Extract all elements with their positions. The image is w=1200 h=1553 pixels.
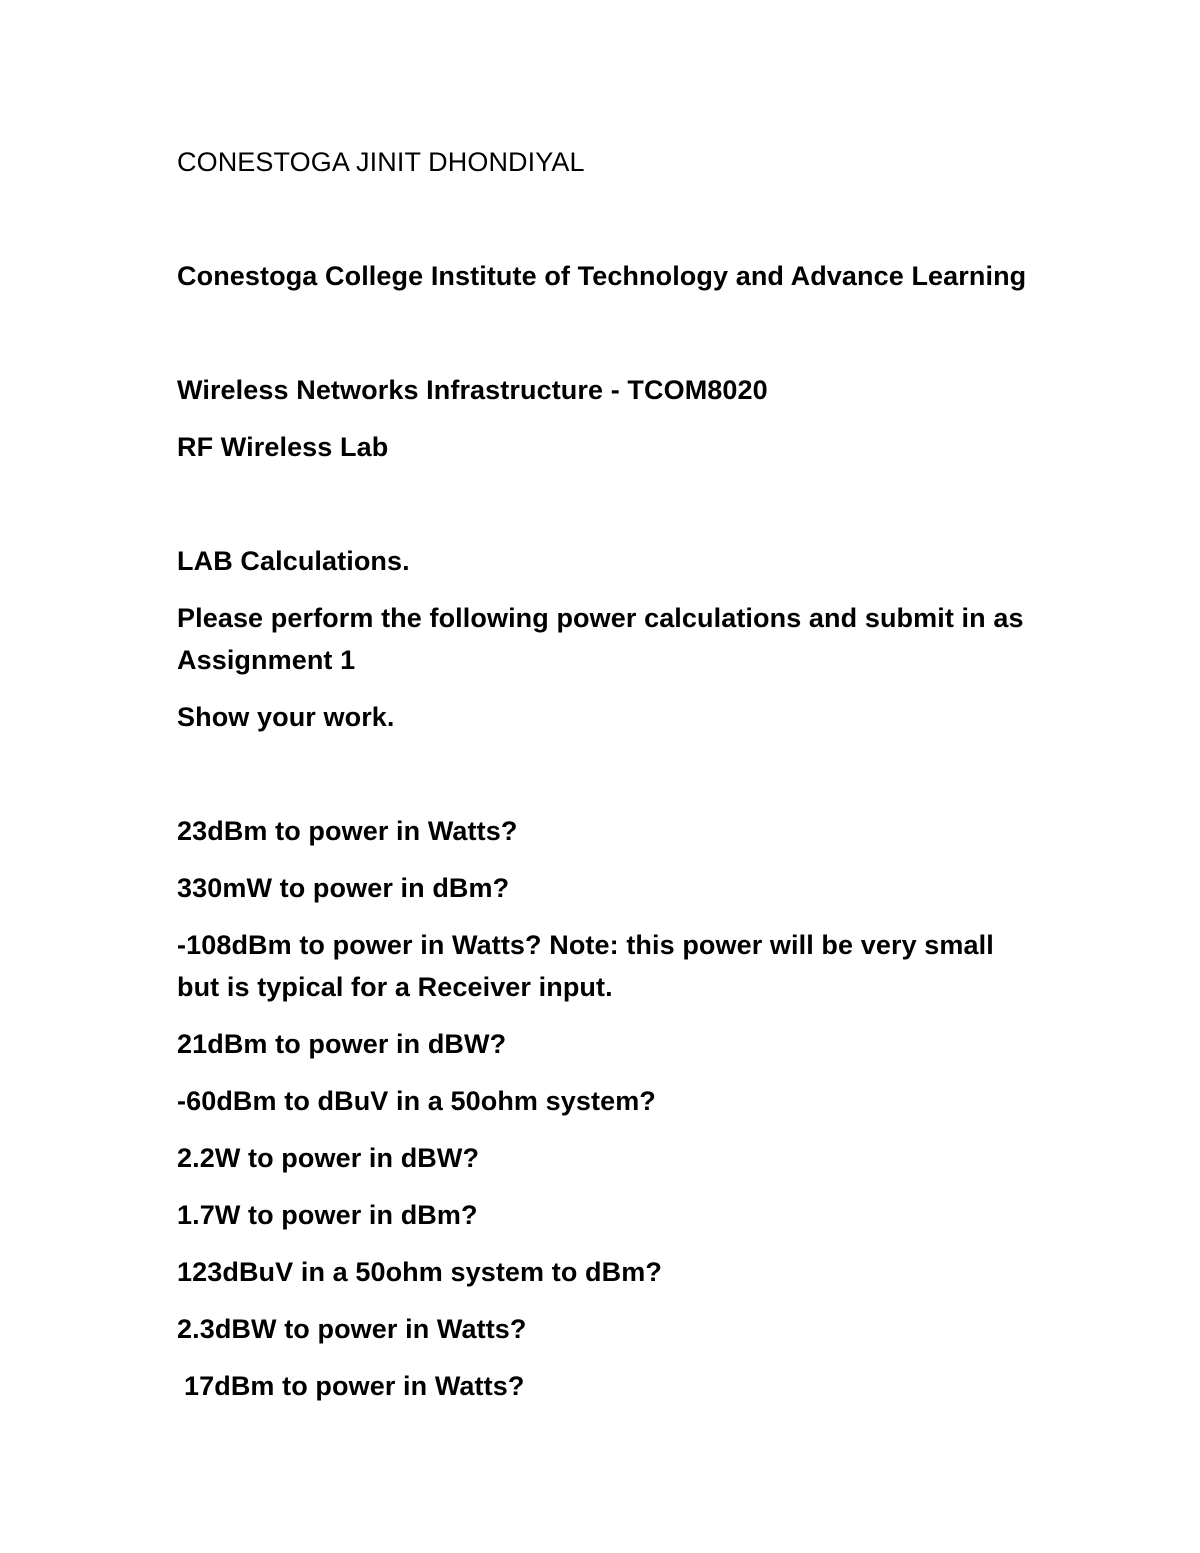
section-title: LAB Calculations. bbox=[177, 546, 410, 576]
question-item-continuation: but is typical for a Receiver input. bbox=[177, 972, 613, 1002]
question-item: 2.3dBW to power in Watts? bbox=[177, 1314, 527, 1344]
instructions-line-2: Assignment 1 bbox=[177, 645, 356, 675]
question-item: 23dBm to power in Watts? bbox=[177, 816, 518, 846]
question-item: -108dBm to power in Watts? Note: this power will be very small bbox=[177, 930, 994, 960]
question-item: 2.2W to power in dBW? bbox=[177, 1143, 480, 1173]
question-item: 330mW to power in dBm? bbox=[177, 873, 510, 903]
header-line: CONESTOGA JINIT DHONDIYAL bbox=[177, 147, 585, 177]
institution-name: Conestoga College Institute of Technology and Advance Learning bbox=[177, 261, 1027, 291]
instructions-line-1: Please perform the following power calculations and submit in as bbox=[177, 603, 1024, 633]
question-item: -60dBm to dBuV in a 50ohm system? bbox=[177, 1086, 656, 1116]
question-item: 1.7W to power in dBm? bbox=[177, 1200, 478, 1230]
lab-name: RF Wireless Lab bbox=[177, 432, 389, 462]
show-work-note: Show your work. bbox=[177, 702, 395, 732]
question-item: 21dBm to power in dBW? bbox=[177, 1029, 507, 1059]
question-item: 123dBuV in a 50ohm system to dBm? bbox=[177, 1257, 662, 1287]
course-title: Wireless Networks Infrastructure - TCOM8020 bbox=[177, 375, 768, 405]
question-item: 17dBm to power in Watts? bbox=[184, 1371, 525, 1401]
